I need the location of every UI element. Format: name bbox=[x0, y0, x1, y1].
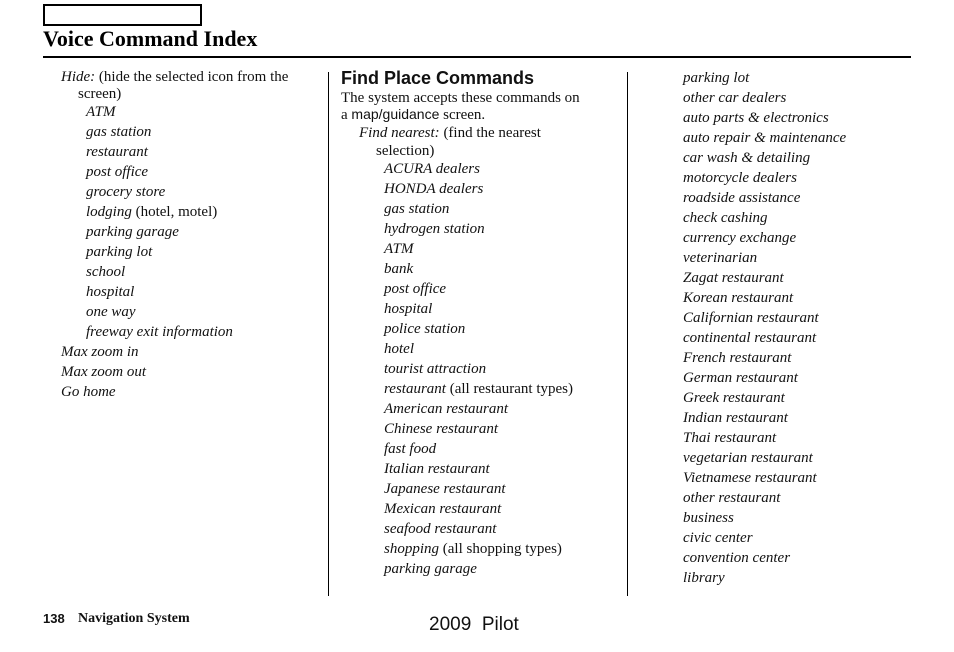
hide-item bbox=[61, 102, 288, 122]
hide-item bbox=[61, 302, 288, 322]
column-divider-left bbox=[328, 72, 329, 596]
find-item bbox=[683, 128, 846, 148]
hide-item bbox=[61, 142, 288, 162]
find-item bbox=[683, 568, 846, 588]
find-item bbox=[341, 439, 621, 459]
find-item bbox=[341, 219, 621, 239]
find-item-text: Korean restaurant bbox=[683, 290, 794, 306]
find-item bbox=[341, 339, 621, 359]
find-item bbox=[341, 539, 621, 559]
find-item bbox=[683, 348, 846, 368]
find-item-text: Chinese restaurant bbox=[384, 421, 499, 437]
map-command bbox=[61, 382, 288, 402]
find-item-text: civic center bbox=[683, 530, 753, 546]
find-item bbox=[341, 459, 621, 479]
hide-item bbox=[61, 242, 288, 262]
find-place-column bbox=[341, 66, 621, 579]
find-item bbox=[683, 548, 846, 568]
map-command-text: Go home bbox=[61, 384, 116, 400]
find-item bbox=[683, 168, 846, 188]
find-item bbox=[683, 388, 846, 408]
hide-item-text: freeway exit information bbox=[86, 324, 233, 340]
hide-items-list bbox=[61, 102, 288, 342]
hide-item-text: post office bbox=[86, 164, 149, 180]
map-command-text: Max zoom in bbox=[61, 344, 139, 360]
find-item-text: Thai restaurant bbox=[683, 430, 777, 446]
find-item bbox=[341, 399, 621, 419]
find-item-text: German restaurant bbox=[683, 370, 798, 386]
find-item-text: parking lot bbox=[683, 70, 750, 86]
find-item bbox=[683, 288, 846, 308]
hide-item bbox=[61, 282, 288, 302]
map-command bbox=[61, 342, 288, 362]
find-item bbox=[341, 359, 621, 379]
hide-command-line bbox=[61, 68, 288, 86]
find-item-text: hotel bbox=[384, 341, 414, 357]
find-item bbox=[683, 188, 846, 208]
find-item-text: Japanese restaurant bbox=[384, 481, 506, 497]
title-rule bbox=[43, 56, 911, 58]
find-item-text: French restaurant bbox=[683, 350, 792, 366]
hide-item-text: parking lot bbox=[86, 244, 153, 260]
find-item bbox=[683, 68, 846, 88]
hide-command-desc-cont: screen) bbox=[78, 86, 122, 102]
find-item bbox=[683, 328, 846, 348]
find-item bbox=[683, 368, 846, 388]
footer-model: 2009 Pilot bbox=[429, 614, 519, 635]
footer-section: Navigation System bbox=[78, 611, 190, 626]
find-item-text: gas station bbox=[384, 201, 450, 217]
find-item bbox=[341, 279, 621, 299]
hide-item bbox=[61, 322, 288, 342]
hide-item bbox=[61, 202, 288, 222]
find-item bbox=[683, 228, 846, 248]
hide-item bbox=[61, 122, 288, 142]
find-item bbox=[341, 259, 621, 279]
find-item-text: vegetarian restaurant bbox=[683, 450, 813, 466]
intro-text: The system accepts these commands on bbox=[341, 90, 580, 106]
find-item bbox=[683, 508, 846, 528]
screen-name: map/guidance bbox=[351, 106, 440, 122]
find-nearest-list-continued bbox=[683, 68, 846, 588]
hide-command: Hide: bbox=[61, 69, 96, 85]
find-item-text: parking garage bbox=[384, 561, 477, 577]
find-item-text: car wash & detailing bbox=[683, 150, 811, 166]
column-divider-right bbox=[627, 72, 628, 596]
find-item-text: auto repair & maintenance bbox=[683, 130, 847, 146]
map-command bbox=[61, 362, 288, 382]
find-item-text: motorcycle dealers bbox=[683, 170, 797, 186]
find-place-column-continued bbox=[683, 68, 846, 588]
page-number: 138 bbox=[43, 611, 65, 626]
find-item-text: bank bbox=[384, 261, 414, 277]
find-item bbox=[683, 308, 846, 328]
find-item-text: hospital bbox=[384, 301, 433, 317]
find-item-note: (all restaurant types) bbox=[445, 381, 573, 397]
find-item bbox=[683, 268, 846, 288]
find-item bbox=[683, 88, 846, 108]
find-item bbox=[683, 108, 846, 128]
hide-item bbox=[61, 222, 288, 242]
find-item bbox=[683, 428, 846, 448]
find-item-text: shopping bbox=[384, 541, 440, 557]
find-item bbox=[683, 408, 846, 428]
find-item-text: currency exchange bbox=[683, 230, 797, 246]
hide-item bbox=[61, 162, 288, 182]
find-item-text: Vietnamese restaurant bbox=[683, 470, 817, 486]
hide-item-text: lodging bbox=[86, 204, 132, 220]
find-item-text: other restaurant bbox=[683, 490, 781, 506]
hide-item bbox=[61, 262, 288, 282]
find-item-text: check cashing bbox=[683, 210, 768, 226]
find-item-text: ATM bbox=[384, 241, 414, 257]
find-item bbox=[341, 479, 621, 499]
find-item bbox=[341, 159, 621, 179]
find-item-text: continental restaurant bbox=[683, 330, 817, 346]
hide-command-desc: (hide the selected icon from the bbox=[95, 69, 289, 85]
hide-item-text: gas station bbox=[86, 124, 152, 140]
find-item bbox=[683, 528, 846, 548]
find-item-text: veterinarian bbox=[683, 250, 758, 266]
find-item-text: restaurant bbox=[384, 381, 446, 397]
hide-item-text: hospital bbox=[86, 284, 135, 300]
find-item bbox=[683, 148, 846, 168]
find-item bbox=[341, 199, 621, 219]
find-item-text: ACURA dealers bbox=[384, 161, 480, 177]
find-item bbox=[341, 299, 621, 319]
find-item-text: Mexican restaurant bbox=[384, 501, 502, 517]
hide-item-text: parking garage bbox=[86, 224, 179, 240]
hide-item-text: ATM bbox=[86, 104, 116, 120]
find-item-text: fast food bbox=[384, 441, 437, 457]
find-item bbox=[341, 419, 621, 439]
section-heading: Find Place Commands bbox=[341, 68, 535, 88]
hide-item-note: (hotel, motel) bbox=[131, 204, 218, 220]
find-item-text: hydrogen station bbox=[384, 221, 485, 237]
find-item-text: convention center bbox=[683, 550, 791, 566]
find-item-text: roadside assistance bbox=[683, 190, 801, 206]
find-item-text: Californian restaurant bbox=[683, 310, 819, 326]
find-item bbox=[341, 559, 621, 579]
find-item-text: Italian restaurant bbox=[384, 461, 490, 477]
map-command-text: Max zoom out bbox=[61, 364, 146, 380]
find-nearest-list bbox=[341, 159, 621, 579]
find-nearest-desc-cont: selection) bbox=[376, 143, 435, 159]
map-commands-list bbox=[61, 342, 288, 402]
find-item-text: seafood restaurant bbox=[384, 521, 497, 537]
page-title: Voice Command Index bbox=[43, 26, 258, 51]
find-item-text: Greek restaurant bbox=[683, 390, 785, 406]
find-item bbox=[341, 519, 621, 539]
find-item-text: police station bbox=[384, 321, 466, 337]
find-item bbox=[683, 468, 846, 488]
find-item bbox=[683, 248, 846, 268]
find-item-text: HONDA dealers bbox=[384, 181, 484, 197]
find-item-text: Indian restaurant bbox=[683, 410, 788, 426]
intro-a: a bbox=[341, 107, 352, 123]
hide-item-text: one way bbox=[86, 304, 136, 320]
find-nearest-line bbox=[341, 123, 621, 143]
find-item-text: library bbox=[683, 570, 725, 586]
find-item-note: (all shopping types) bbox=[439, 541, 562, 557]
find-item bbox=[341, 179, 621, 199]
find-item-text: Zagat restaurant bbox=[683, 270, 784, 286]
find-item bbox=[683, 448, 846, 468]
hide-item bbox=[61, 182, 288, 202]
find-item bbox=[341, 239, 621, 259]
hide-commands-column bbox=[61, 68, 288, 402]
find-nearest-command: Find nearest: bbox=[359, 125, 440, 141]
find-item-text: business bbox=[683, 510, 734, 526]
hide-item-text: grocery store bbox=[86, 184, 166, 200]
find-item bbox=[341, 319, 621, 339]
find-nearest-desc: (find the nearest bbox=[439, 125, 541, 141]
find-item bbox=[341, 379, 621, 399]
find-item-text: other car dealers bbox=[683, 90, 787, 106]
find-item bbox=[341, 499, 621, 519]
find-item-text: American restaurant bbox=[384, 401, 509, 417]
hide-item-text: school bbox=[86, 264, 126, 280]
find-item-text: post office bbox=[384, 281, 447, 297]
find-item bbox=[683, 488, 846, 508]
intro-text-cont bbox=[341, 106, 621, 123]
find-item-text: tourist attraction bbox=[384, 361, 487, 377]
intro-c: screen. bbox=[439, 107, 486, 123]
header-tab-box bbox=[43, 4, 202, 26]
find-item bbox=[683, 208, 846, 228]
find-item-text: auto parts & electronics bbox=[683, 110, 829, 126]
hide-item-text: restaurant bbox=[86, 144, 148, 160]
